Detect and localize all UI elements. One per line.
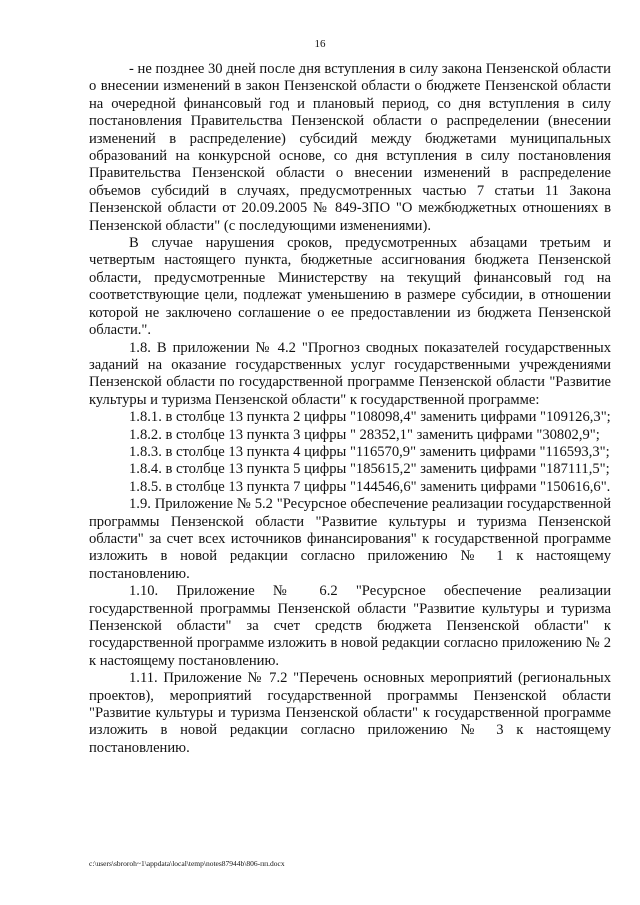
- document-body: [89, 61, 615, 757]
- paragraph-1-8-1: 1.8.1. в столбце 13 пункта 2 цифры "108098,4" заменить цифрами "109126,3";: [129, 409, 611, 426]
- paragraph-1-8-2: 1.8.2. в столбце 13 пункта 3 цифры " 28352,1" заменить цифрами "30802,9";: [129, 426, 600, 443]
- paragraph-1-8-3: 1.8.3. в столбце 13 пункта 4 цифры "116570,9" заменить цифрами "116593,3";: [129, 443, 610, 460]
- paragraph-violation: В случае нарушения сроков, предусмотренных абзацами третьим и четвертым настоящего пункта, бюджетные ассигнования бюджета Пензенской области, предусмотренные Министерству на текущий финансовый год на соответствующие цели, подлежат уменьшению в размере субсидии, в отношении которой не заключено соглашение о ее предоставлении из бюджета Пензенской области.".: [89, 235, 615, 339]
- paragraph-1-11: 1.11. Приложение № 7.2 "Перечень основных мероприятий (региональных проектов), мероприятий государственной программы Пензенской области "Развитие культуры и туризма Пензенской области" к государственной программе изложить в новой редакции согласно приложению № 3 к настоящему постановлению.: [89, 670, 615, 756]
- footer-file-path: c:\users\sbroroh~1\appdata\local\temp\notes87944b\806-пп.docx: [89, 859, 285, 868]
- paragraph-1-8-4: 1.8.4. в столбце 13 пункта 5 цифры "185615,2" заменить цифрами "187111,5";: [129, 461, 610, 478]
- page-number: 16: [314, 38, 326, 50]
- paragraph-1-8: 1.8. В приложении № 4.2 "Прогноз сводных показателей государственных заданий на оказание государственных услуг государственными учреждениями Пензенской области по государственной программе Пензенской области "Развитие культуры и туризма Пензенской области" к государственной программе:: [89, 339, 615, 408]
- paragraph-1-10: 1.10. Приложение № 6.2 "Ресурсное обеспечение реализации государственной программы Пензенской области "Развитие культуры и туризма Пензенской области" за счет средств бюджета Пензенской области" к государственной программе изложить в новой редакции согласно приложению № 2 к настоящему постановлению.: [89, 583, 615, 669]
- paragraph-deadline: - не позднее 30 дней после дня вступления в силу закона Пензенской области о внесении изменений в закон Пензенской области о бюджете Пензенской области на очередной финансовый год и плановый период, со дня вступления в силу постановления Правительства Пензенской области о распределении (внесении изменений в распределение) субсидий между бюджетами муниципальных образований на конкурсной основе, со дня вступления в силу постановления Правительства Пензенской области о внесении изменений в распределение объемов субсидий в случаях, предусмотренных частью 7 статьи 11 Закона Пензенской области от 20.09.2005 № 849-ЗПО "О межбюджетных отношениях в Пензенской области" (с последующими изменениями).: [89, 61, 615, 234]
- paragraph-1-9: 1.9. Приложение № 5.2 "Ресурсное обеспечение реализации государственной программы Пензенской области "Развитие культуры и туризма Пензенской области" за счет всех источников финансирования" к государственной программе изложить в новой редакции согласно приложению № 1 к настоящему постановлению.: [89, 496, 615, 582]
- paragraph-1-8-5: 1.8.5. в столбце 13 пункта 7 цифры "144546,6" заменить цифрами "150616,6".: [129, 478, 611, 495]
